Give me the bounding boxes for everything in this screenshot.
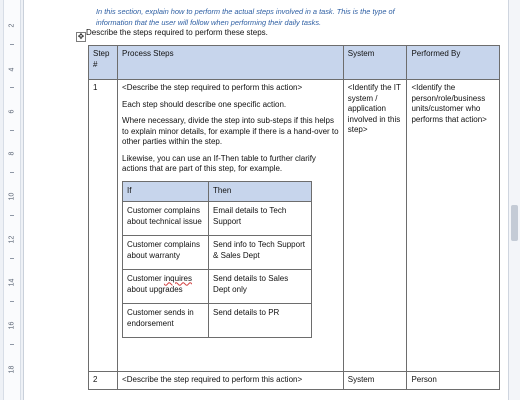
header-step[interactable]: Step # [89, 46, 118, 80]
ruler-label: 18 [8, 365, 16, 374]
then-header[interactable]: Then [209, 181, 312, 201]
ruler-tick [10, 87, 14, 88]
if-header[interactable]: If [123, 181, 209, 201]
ruler-label: 14 [8, 278, 16, 287]
if-cell[interactable]: Customer sends in endorsement [123, 303, 209, 337]
then-cell[interactable]: Email details to Tech Support [209, 201, 312, 235]
header-system[interactable]: System [343, 46, 407, 80]
if-then-header-row [123, 181, 312, 201]
step-number-cell[interactable]: 1 [89, 80, 118, 372]
header-process-steps[interactable]: Process Steps [118, 46, 344, 80]
table-move-handle-icon[interactable]: ✥ [77, 32, 85, 41]
document-page[interactable] [34, 0, 508, 400]
section-instructions: In this section, explain how to perform the actual steps involved in a task. This is the type of information that the user will follow when performing their daily tasks. [96, 7, 395, 27]
ruler-label: 4 [8, 67, 16, 72]
ruler-tick [10, 301, 14, 302]
step-paragraph: Where necessary, divide the step into sub-steps if this helps to explain minor details, for example if there is a hand-over to other parties within the step. [122, 116, 339, 146]
if-cell[interactable] [123, 269, 209, 303]
ruler-label: 2 [8, 23, 16, 28]
table-row [89, 80, 500, 372]
if-cell[interactable]: Customer complains about warranty [123, 235, 209, 269]
ruler-label: 8 [8, 151, 16, 156]
header-performed-by[interactable]: Performed By [407, 46, 500, 80]
ruler-label: 16 [8, 321, 16, 330]
scrollbar-thumb[interactable] [511, 205, 518, 241]
system-cell[interactable]: <Identify the IT system / application involved in this step> [343, 80, 407, 372]
table-header-row [89, 46, 500, 80]
ruler-tick [10, 344, 14, 345]
ruler-tick [10, 215, 14, 216]
if-then-table[interactable] [122, 181, 312, 338]
if-cell-text: about upgrades [127, 284, 183, 294]
if-then-row [123, 201, 312, 235]
if-cell-text: Customer [127, 273, 164, 283]
if-then-row [123, 303, 312, 337]
if-cell[interactable]: Customer complains about technical issue [123, 201, 209, 235]
spelling-flagged-word[interactable]: inquires [163, 273, 192, 283]
step-paragraph: Each step should describe one specific action. [122, 99, 287, 109]
then-cell[interactable]: Send info to Tech Support & Sales Dept [209, 235, 312, 269]
then-cell[interactable]: Send details to Sales Dept only [209, 269, 312, 303]
performed-by-cell[interactable]: <Identify the person/role/business units/customer who performs that action> [407, 80, 500, 372]
vertical-scrollbar[interactable] [508, 0, 520, 400]
process-steps-table[interactable] [88, 45, 500, 390]
process-steps-cell[interactable] [118, 80, 344, 372]
ruler-tick [10, 44, 14, 45]
ruler-tick [10, 130, 14, 131]
performed-by-cell[interactable]: Person [407, 372, 500, 390]
vertical-ruler [0, 0, 24, 400]
then-cell[interactable]: Send details to PR [209, 303, 312, 337]
step-paragraph: Likewise, you can use an If-Then table to further clarify actions that are part of this step, for example. [122, 153, 316, 173]
ruler-tick [10, 258, 14, 259]
ruler-label: 10 [8, 192, 16, 201]
table-row [89, 372, 500, 390]
section-lead-text[interactable]: Describe the steps required to perform these steps. [86, 28, 268, 37]
if-then-row [123, 269, 312, 303]
ruler-label: 6 [8, 109, 16, 114]
system-cell[interactable]: System [343, 372, 407, 390]
step-paragraph: <Describe the step required to perform this action> [122, 83, 303, 92]
process-steps-cell[interactable]: <Describe the step required to perform this action> [118, 372, 344, 390]
step-number-cell[interactable]: 2 [89, 372, 118, 390]
ruler-tick [10, 172, 14, 173]
if-then-row [123, 235, 312, 269]
ruler-label: 12 [8, 235, 16, 244]
